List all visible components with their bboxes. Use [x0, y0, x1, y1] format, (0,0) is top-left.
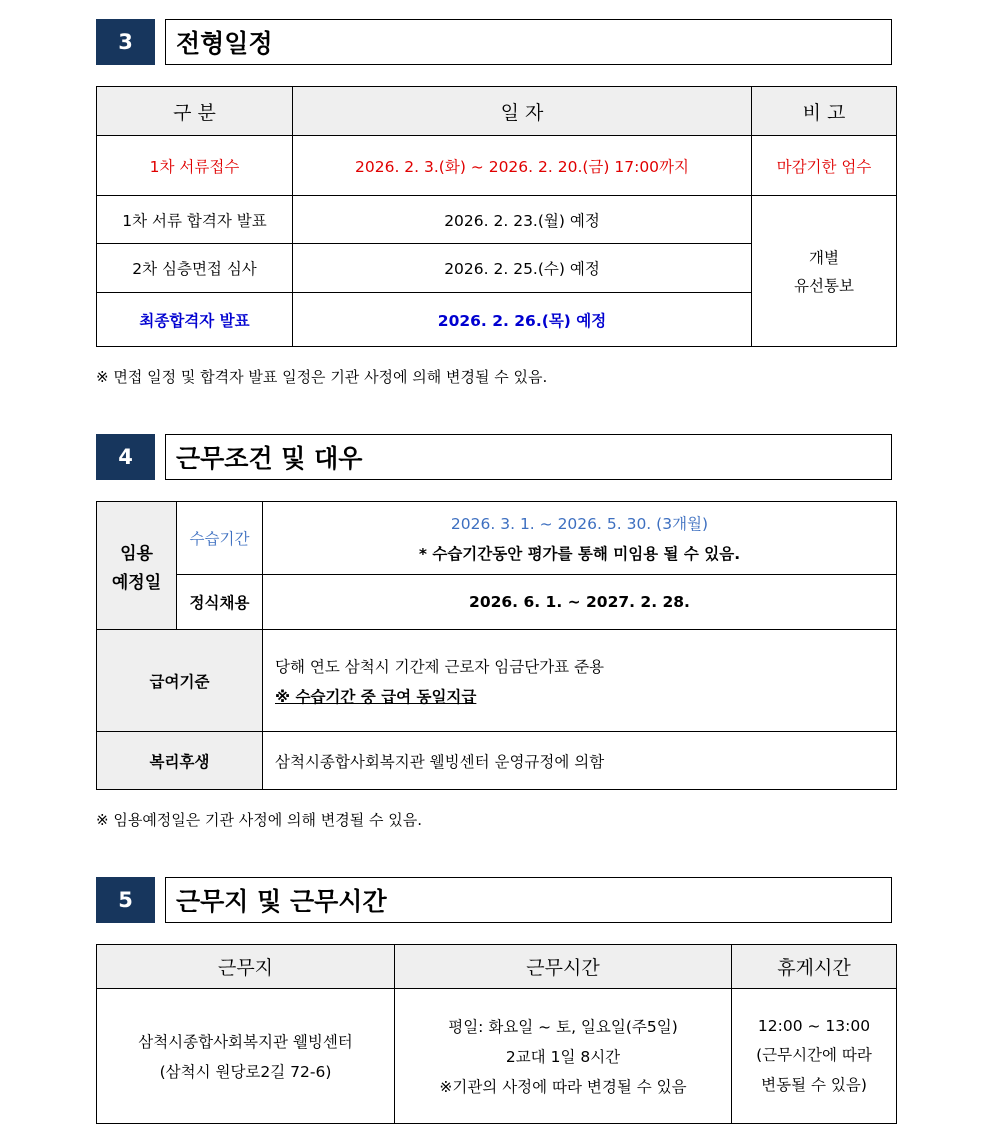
- remark-line: 유선통보: [794, 277, 854, 295]
- break-line: 변동될 수 있음): [761, 1076, 867, 1094]
- section-4-header: [96, 434, 892, 480]
- row-label: 1차 서류 합격자 발표: [97, 196, 293, 244]
- section-number: 5: [96, 877, 155, 923]
- hours-line: 2교대 1일 8시간: [505, 1048, 621, 1066]
- workplace-line: 삼척시종합사회복지관 웰빙센터: [138, 1033, 353, 1051]
- table-row: [97, 502, 897, 575]
- workplace-line: (삼척시 원당로2길 72-6): [159, 1063, 332, 1081]
- row-date: 2026. 2. 26.(목) 예정: [293, 293, 752, 347]
- conditions-table: [96, 501, 897, 790]
- workplace-cell: [97, 989, 395, 1124]
- trainee-cell: [263, 502, 897, 575]
- row-date: 2026. 2. 3.(화) ~ 2026. 2. 20.(금) 17:00까지: [293, 136, 752, 196]
- schedule-table: [96, 86, 897, 347]
- table-header-row: [97, 87, 897, 136]
- salary-line-emphasis: ※ 수습기간 중 급여 동일지급: [275, 687, 477, 706]
- regular-date: 2026. 6. 1. ~ 2027. 2. 28.: [263, 575, 897, 630]
- header-workplace: 근무지: [97, 945, 395, 989]
- row-date: 2026. 2. 25.(수) 예정: [293, 244, 752, 293]
- hours-cell: [395, 989, 732, 1124]
- workplace-table: [96, 944, 897, 1124]
- table-row: [97, 136, 897, 196]
- row-date: 2026. 2. 23.(월) 예정: [293, 196, 752, 244]
- section-5-header: [96, 877, 892, 923]
- table-row: [97, 989, 897, 1124]
- section-number: 3: [96, 19, 155, 65]
- welfare-text: 삼척시종합사회복지관 웰빙센터 운영규정에 의함: [263, 732, 897, 790]
- trainee-label: 수습기간: [177, 502, 263, 575]
- header-date: 일 자: [293, 87, 752, 136]
- regular-label: 정식채용: [177, 575, 263, 630]
- header-category: 구 분: [97, 87, 293, 136]
- header-break: 휴게시간: [732, 945, 897, 989]
- table-row: [97, 575, 897, 630]
- break-line: (근무시간에 따라: [756, 1046, 872, 1064]
- section-title: 전형일정: [165, 19, 892, 65]
- section-number: 4: [96, 434, 155, 480]
- salary-cell: [263, 630, 897, 732]
- salary-label: 급여기준: [97, 630, 263, 732]
- table-row: [97, 196, 897, 244]
- section-title: 근무조건 및 대우: [165, 434, 892, 480]
- trainee-date: 2026. 3. 1. ~ 2026. 5. 30. (3개월): [450, 515, 709, 533]
- table-row: [97, 630, 897, 732]
- merged-remark: [752, 196, 897, 347]
- row-label: 1차 서류접수: [97, 136, 293, 196]
- hours-line: 평일: 화요일 ~ 토, 일요일(주5일): [448, 1018, 678, 1036]
- section-title: 근무지 및 근무시간: [165, 877, 892, 923]
- table-row: [97, 732, 897, 790]
- appoint-label: [97, 502, 177, 630]
- break-cell: [732, 989, 897, 1124]
- header-remark: 비 고: [752, 87, 897, 136]
- row-remark: 마감기한 엄수: [752, 136, 897, 196]
- footnote: ※ 면접 일정 및 합격자 발표 일정은 기관 사정에 의해 변경될 수 있음.: [96, 368, 548, 386]
- welfare-label: 복리후생: [97, 732, 263, 790]
- break-line: 12:00 ~ 13:00: [757, 1017, 871, 1035]
- section-3-header: [96, 19, 892, 65]
- footnote: ※ 임용예정일은 기관 사정에 의해 변경될 수 있음.: [96, 811, 423, 829]
- salary-line: 당해 연도 삼척시 기간제 근로자 임금단가표 준용: [275, 657, 605, 676]
- row-label: 최종합격자 발표: [97, 293, 293, 347]
- remark-line: 개별: [809, 249, 839, 267]
- row-label: 2차 심층면접 심사: [97, 244, 293, 293]
- appoint-label-line: 예정일: [111, 572, 162, 593]
- trainee-note: * 수습기간동안 평가를 통해 미임용 될 수 있음.: [418, 545, 741, 563]
- table-header-row: [97, 945, 897, 989]
- hours-line: ※기관의 사정에 따라 변경될 수 있음: [439, 1078, 687, 1096]
- appoint-label-line: 임용: [120, 543, 153, 564]
- header-hours: 근무시간: [395, 945, 732, 989]
